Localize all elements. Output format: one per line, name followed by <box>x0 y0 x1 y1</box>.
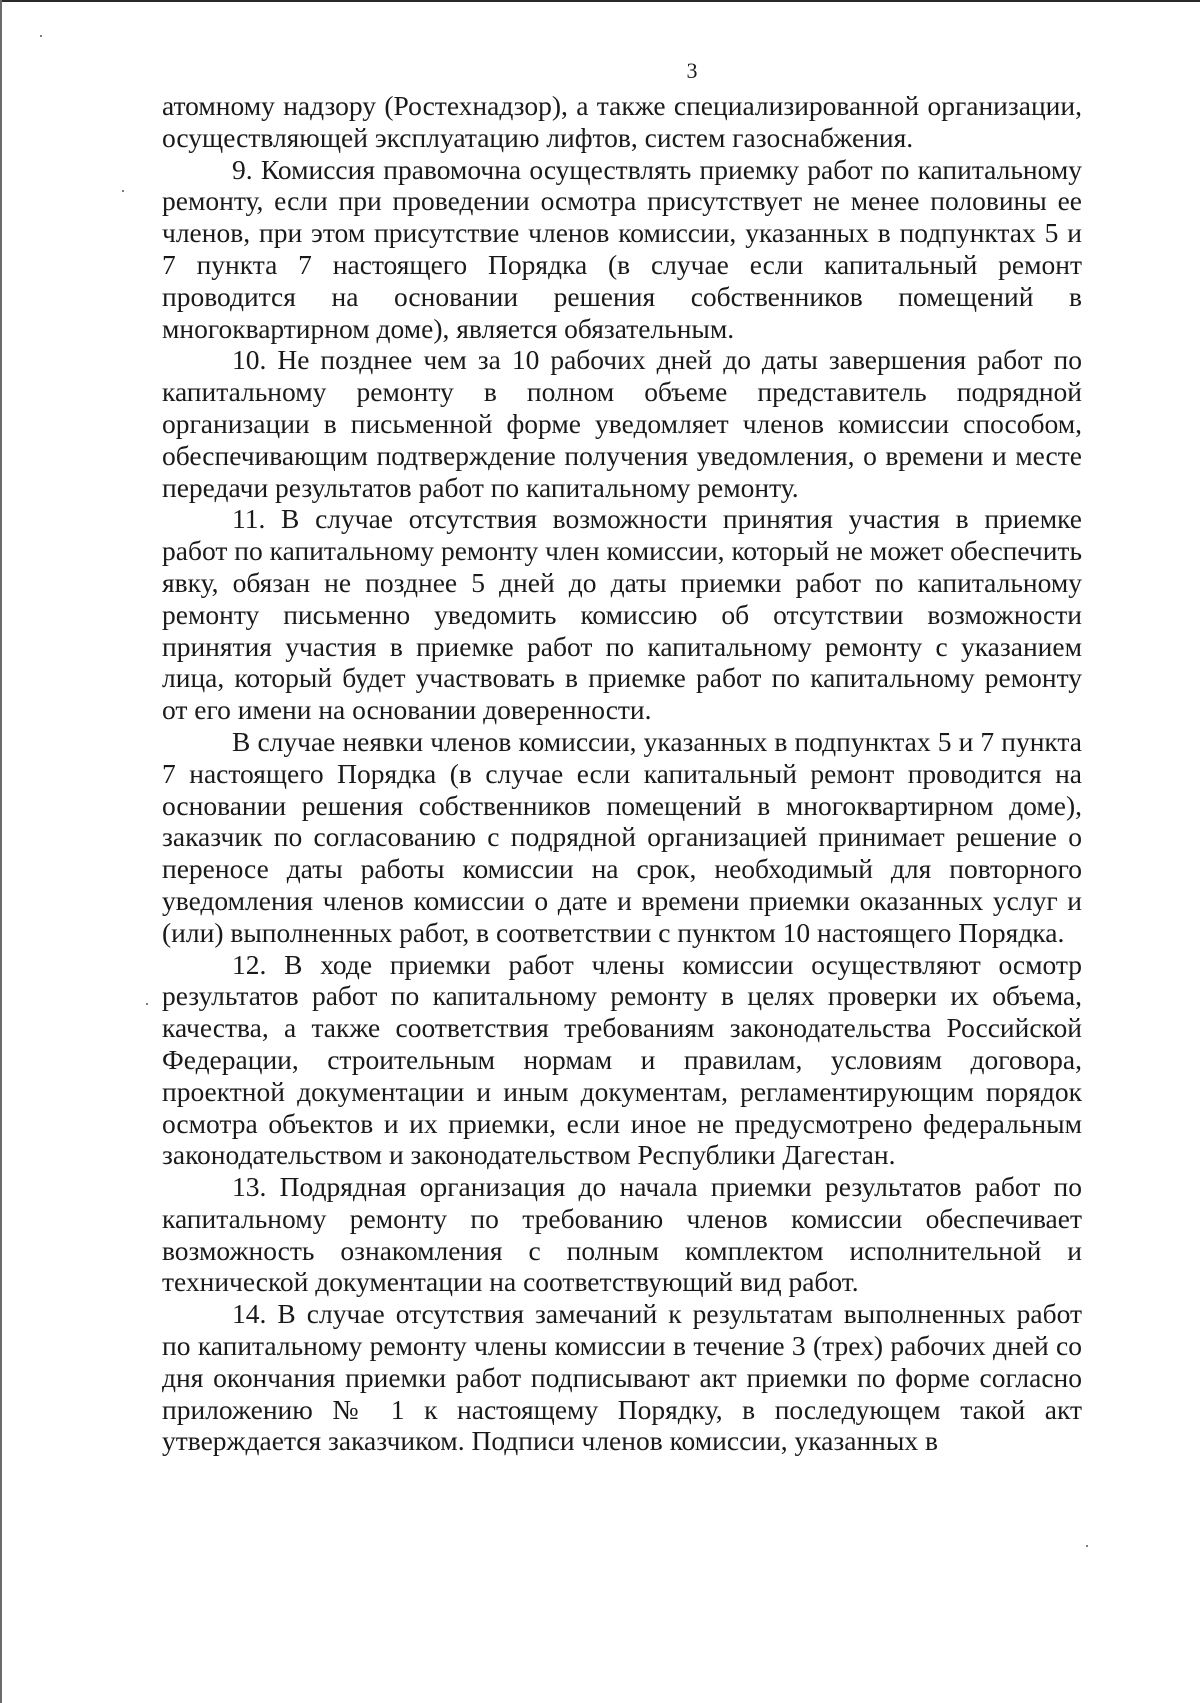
scan-edge-top <box>0 0 1200 2</box>
scan-speck <box>146 1003 148 1005</box>
document-page <box>162 56 1082 1457</box>
paragraph-11-nonattendance: В случае неявки членов комиссии, указанных в подпунктах 5 и 7 пункта 7 настоящего Порядка (в случае если капитальный ремонт проводится на основании решения собственников помещений в многоквартирном доме), заказчик по согласованию с подрядной организацией принимает решение о переносе даты работы комиссии на срок, необходимый для повторного уведомления членов комиссии о дате и времени приемки оказанных услуг и (или) выполненных работ, в соответствии с пунктом 10 настоящего Порядка. <box>162 725 1082 948</box>
scan-speck <box>1086 1545 1088 1547</box>
page-number: 3 <box>686 58 698 83</box>
paragraph-9: 9. Комиссия правомочна осуществлять приемку работ по капитальному ремонту, если при проведении осмотра присутствует не менее половины ее членов, при этом присутствие членов комиссии, указанных в подпунктах 5 и 7 пункта 7 настоящего Порядка (в случае если капитальный ремонт проводится на основании решения собственников помещений в многоквартирном доме), является обязательным. <box>162 153 1082 344</box>
scan-edge-left <box>0 0 2 1703</box>
paragraph-13: 13. Подрядная организация до начала приемки результатов работ по капитальному ремонту по требованию членов комиссии обеспечивает возможность ознакомления с полным комплектом исполнительной и технической документации на соответствующий вид работ. <box>162 1171 1082 1298</box>
scan-speck <box>40 35 42 37</box>
paragraph-14: 14. В случае отсутствия замечаний к результатам выполненных работ по капитальному ремонту члены комиссии в течение 3 (трех) рабочих дней со дня окончания приемки работ подписывают акт приемки по форме согласно приложению № 1 к настоящему Порядку, в последующем такой акт утверждается заказчиком. Подписи членов комиссии, указанных в <box>162 1298 1082 1457</box>
paragraph-11: 11. В случае отсутствия возможности принятия участия в приемке работ по капитальному ремонту член комиссии, который не может обеспечить явку, обязан не позднее 5 дней до даты приемки работ по капитальному ремонту письменно уведомить комиссию об отсутствии возможности принятия участия в приемке работ по капитальному ремонту с указанием лица, который будет участвовать в приемке работ по капитальному ремонту от его имени на основании доверенности. <box>162 503 1082 726</box>
paragraph-12: 12. В ходе приемки работ члены комиссии осуществляют осмотр результатов работ по капитальному ремонту в целях проверки их объема, качества, а также соответствия требованиям законодательства Российской Федерации, строительным нормам и правилам, условиям договора, проектной документации и иным документам, регламентирующим порядок осмотра объектов и их приемки, если иное не предусмотрено федеральным законодательством и законодательством Республики Дагестан. <box>162 948 1082 1171</box>
paragraph-10: 10. Не позднее чем за 10 рабочих дней до даты завершения работ по капитальному ремонту в полном объеме представитель подрядной организации в письменной форме уведомляет членов комиссии способом, обеспечивающим подтверждение получения уведомления, о времени и месте передачи результатов работ по капитальному ремонту. <box>162 344 1082 503</box>
paragraph-continuation: атомному надзору (Ростехнадзор), а также специализированной организации, осуществляющей эксплуатацию лифтов, систем газоснабжения. <box>162 90 1082 153</box>
scan-speck <box>122 190 124 192</box>
